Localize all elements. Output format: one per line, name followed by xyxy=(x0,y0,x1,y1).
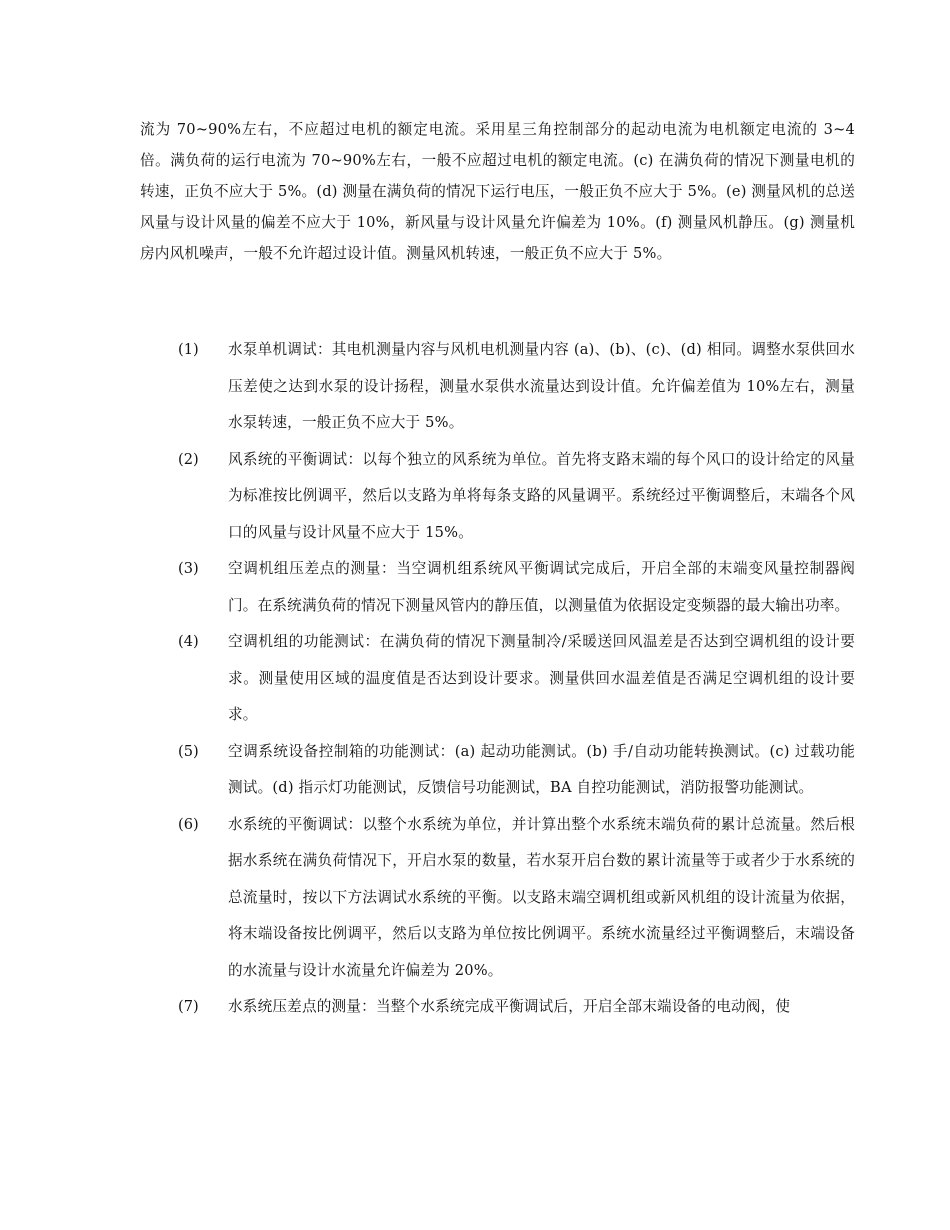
list-item-number: (7) xyxy=(178,998,199,1015)
list-item-text: 空调机组的功能测试：在满负荷的情况下测量制冷/采暖送回风温差是否达到空调机组的设计要求。测量使用区域的温度值是否达到设计要求。测量供回水温差值是否满足空调机组的设计要求。 xyxy=(228,633,855,723)
list-item-number: (3) xyxy=(178,560,199,577)
list-item-text: 空调系统设备控制箱的功能测试：(a) 起动功能测试。(b) 手/自动功能转换测试。(c) 过载功能测试。(d) 指示灯功能测试，反馈信号功能测试，BA 自控功能测试，消防报警功能测试。 xyxy=(228,742,855,796)
list-item xyxy=(140,734,855,807)
list-item-number: (4) xyxy=(178,633,199,650)
list-item-number: (6) xyxy=(178,815,199,833)
list-item xyxy=(140,551,855,624)
list-item-text: 风系统的平衡调试：以每个独立的风系统为单位。首先将支路末端的每个风口的设计给定的风量为标准按比例调平，然后以支路为单将每条支路的风量调平。系统经过平衡调整后，末端各个风口的风量与设计风量不应大于 15%。 xyxy=(228,450,855,541)
list-item-text: 水泵单机调试：其电机测量内容与风机电机测量内容 (a)、(b)、(c)、(d) 相同。调整水泵供回水压差使之达到水泵的设计扬程，测量水泵供水流量达到设计值。允许偏差值为 10%左右，测量水泵转速，一般正负不应大于 5%。 xyxy=(228,341,855,431)
list-item xyxy=(140,442,855,552)
list-item-text: 水系统的平衡调试：以整个水系统为单位，并计算出整个水系统末端负荷的累计总流量。然后根据水系统在满负荷情况下，开启水泵的数量，若水泵开启台数的累计流量等于或者少于水系统的总流量时，按以下方法调试水系统的平衡。以支路末端空调机组或新风机组的设计流量为依据，将末端设备按比例调平，然后以支路为单位按比例调平。系统水流量经过平衡调整后，末端设备的水流量与设计水流量允许偏差为 20%。 xyxy=(228,815,855,979)
list-item-text: 水系统压差点的测量：当整个水系统完成平衡调试后，开启全部末端设备的电动阀，使 xyxy=(228,998,791,1015)
list-item xyxy=(140,989,855,1026)
intro-paragraph: 流为 70~90%左右，不应超过电机的额定电流。采用星三角控制部分的起动电流为电机额定电流的 3~4 倍。满负荷的运行电流为 70~90%左右，一般不应超过电机的额定电流。(c) 在满负荷的情况下测量电机的转速，正负不应大于 5%。(d) 测量在满负荷的情况下运行电压，一般正负不应大于 5%。(e) 测量风机的总送风量与设计风量的偏差不应大于 10%，新风量与设计风量允许偏差为 10%。(f) 测量风机静压。(g) 测量机房内风机噪声，一般不允许超过设计值。测量风机转速，一般正负不应大于 5%。 xyxy=(140,121,855,262)
list-item-number: (2) xyxy=(178,450,199,468)
list-item xyxy=(140,624,855,734)
list-item xyxy=(140,332,855,442)
numbered-list xyxy=(140,332,855,1026)
list-item-text: 空调机组压差点的测量：当空调机组系统风平衡调试完成后，开启全部的末端变风量控制器阀门。在系统满负荷的情况下测量风管内的静压值，以测量值为依据设定变频器的最大输出功率。 xyxy=(228,560,855,614)
list-item-number: (1) xyxy=(178,341,199,358)
list-item xyxy=(140,807,855,990)
list-item-number: (5) xyxy=(178,742,199,760)
